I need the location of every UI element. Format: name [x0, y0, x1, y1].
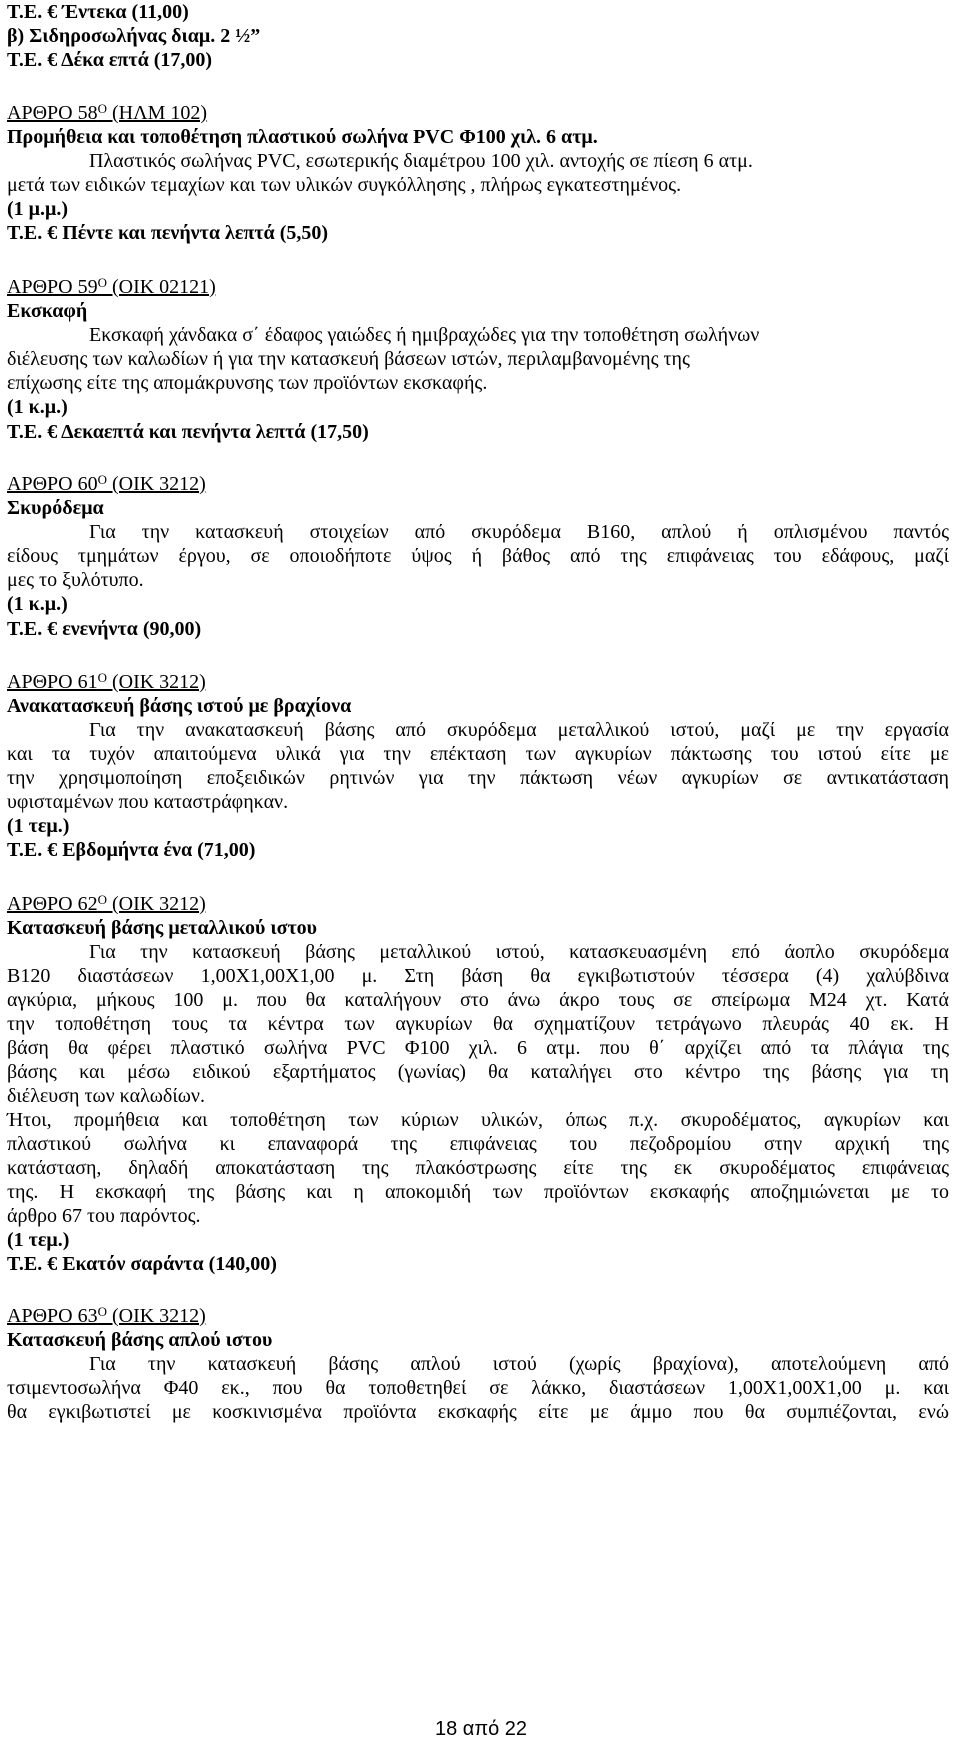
article-63-desc-line: τσιμεντοσωλήνα Φ40 εκ., που θα τοποθετηθεί σε λάκκο, διαστάσεων 1,00Χ1,00Χ1,00 μ. και [7, 1377, 949, 1399]
article-62-desc-line: διέλευση των καλωδίων. [7, 1085, 205, 1107]
article-59-unit: (1 κ.μ.) [7, 396, 68, 418]
article-63-heading: ΑΡΘΡΟ $63^O$ (ΟΙΚ 3212) [7, 1304, 206, 1327]
article-61-price: Τ.Ε. € Εβδομήντα ένα (71,00) [7, 839, 256, 861]
article-61-title: Ανακατασκευή βάσης ιστού με βραχίονα [7, 695, 352, 717]
price-line: Τ.Ε. € Έντεκα (11,00) [7, 1, 189, 23]
article-60-desc-line: Για την κατασκευή στοιχείων από σκυρόδεμα Β160, απλού ή οπλισμένου παντός [89, 521, 949, 543]
article-59-desc-line: διέλευσης των καλωδίων ή για την κατασκευή βάσεων ιστών, περιλαμβανομένης της [7, 348, 690, 370]
article-62-desc-line: Β120 διαστάσεων 1,00Χ1,00Χ1,00 μ. Στη βάση θα εγκιβωτιστούν τέσσερα (4) χαλύβδινα [7, 965, 949, 987]
article-62-desc-line: την τοποθέτηση τους τα κέντρα των αγκυρίων θα σχηματίζουν τετράγωνο πλευράς 40 εκ. Η [7, 1013, 949, 1035]
article-59-desc-line: Εκσκαφή χάνδακα σ΄ έδαφος γαιώδες ή ημιβραχώδες για την τοποθέτηση σωλήνων [89, 324, 760, 346]
article-58-unit: (1 μ.μ.) [7, 198, 68, 220]
article-60-price: Τ.Ε. € ενενήντα (90,00) [7, 618, 202, 640]
item-label: β) Σιδηροσωλήνας διαμ. 2 ½” [7, 25, 261, 47]
document-page [7, 0, 955, 1753]
article-62-desc-line: Για την κατασκευή βάσης μεταλλικού ιστού, κατασκευασμένη επό άοπλο σκυρόδεμα [89, 941, 949, 963]
article-58-title: Προμήθεια και τοποθέτηση πλαστικού σωλήνα PVC Φ100 χιλ. 6 ατμ. [7, 126, 598, 148]
article-60-desc-line: μες το ξυλότυπο. [7, 569, 144, 591]
article-62-desc-line: της. Η εκσκαφή της βάσης και η αποκομιδή των προϊόντων εκσκαφής αποζημιώνεται με το [7, 1181, 949, 1203]
article-58-desc-line: μετά των ειδικών τεμαχίων και των υλικών συγκόλλησης , πλήρως εγκατεστημένος. [7, 174, 682, 196]
article-61-desc-line: υφισταμένων που καταστράφηκαν. [7, 791, 289, 813]
article-63-title: Κατασκευή βάσης απλού ιστου [7, 1329, 273, 1351]
article-63-desc-line: Για την κατασκευή βάσης απλού ιστού (χωρίς βραχίονα), αποτελούμενη από [89, 1353, 949, 1375]
article-59-price: Τ.Ε. € Δεκαεπτά και πενήντα λεπτά (17,50) [7, 421, 369, 443]
article-60-heading: ΑΡΘΡΟ $60^O$ (ΟΙΚ 3212) [7, 472, 206, 495]
article-58-desc-line: Πλαστικός σωλήνας PVC, εσωτερικής διαμέτρου 100 χιλ. αντοχής σε πίεση 6 ατμ. [89, 150, 753, 172]
article-61-desc-line: Για την ανακατασκευή βάσης από σκυρόδεμα μεταλλικού ιστού, μαζί με την εργασία [89, 719, 949, 741]
page-number: 18 από 22 [434, 1718, 528, 1740]
article-62-desc-line: βάση θα φέρει πλαστικό σωλήνα PVC Φ100 χιλ. 6 ατμ. που θ΄ αρχίζει από τα πλάγια της [7, 1037, 949, 1059]
article-62-desc-line: αγκύρια, μήκους 100 μ. που θα καταλήγουν στο άνω άκρο τους σε σπείρωμα Μ24 χτ. Κατά [7, 989, 949, 1011]
article-59-heading: ΑΡΘΡΟ $59^O$ (ΟΙΚ 02121) [7, 275, 216, 298]
article-61-heading: ΑΡΘΡΟ $61^O$ (ΟΙΚ 3212) [7, 670, 206, 693]
article-61-desc-line: και τα τυχόν απαιτούμενα υλικά για την επέκταση των αγκυρίων πάκτωσης του ιστού είτε με [7, 743, 949, 765]
article-58-heading: ΑΡΘΡΟ $58^O$ (ΗΛΜ 102) [7, 101, 208, 124]
price-line: Τ.Ε. € Δέκα επτά (17,00) [7, 49, 213, 71]
article-62-desc-line: βάσης και μέσω ειδικού εξαρτήματος (γωνίας) θα καταλήγει στο κέντρο της βάσης για τη [7, 1061, 949, 1083]
article-62-desc-line: πλαστικού σωλήνα κι επαναφορά της επιφάνειας του πεζοδρομίου στην αρχική της [7, 1133, 949, 1155]
article-62-unit: (1 τεμ.) [7, 1229, 70, 1251]
article-58-price: Τ.Ε. € Πέντε και πενήντα λεπτά (5,50) [7, 222, 329, 244]
article-63-desc-line: θα εγκιβωτιστεί με κοσκινισμένα προϊόντα εκσκαφής είτε με άμμο που θα συμπιέζονται, ενώ [7, 1401, 949, 1423]
article-62-desc-line: Ήτοι, προμήθεια και τοποθέτηση των κύριων υλικών, όπως π.χ. σκυροδέματος, αγκυρίων και [7, 1109, 949, 1131]
article-62-price: Τ.Ε. € Εκατόν σαράντα (140,00) [7, 1253, 277, 1275]
article-62-desc-line: κατάσταση, δηλαδή αποκατάσταση της πλακόστρωσης είτε της εκ σκυροδέματος επιφάνειας [7, 1157, 949, 1179]
article-61-desc-line: την χρησιμοποίηση εποξειδικών ρητινών για την πάκτωση νέων αγκυρίων σε αντικατάσταση [7, 767, 949, 789]
article-59-desc-line: επίχωσης είτε της απομάκρυνσης των προϊόντων εκσκαφής. [7, 372, 488, 394]
article-61-unit: (1 τεμ.) [7, 815, 70, 837]
article-62-heading: ΑΡΘΡΟ $62^O$ (ΟΙΚ 3212) [7, 892, 206, 915]
article-60-desc-line: είδους τμημάτων έργου, σε οποιοδήποτε ύψος ή βάθος από της επιφάνειας του εδάφους, μαζί [7, 545, 949, 567]
article-60-title: Σκυρόδεμα [7, 497, 104, 519]
article-62-desc-line: άρθρο 67 του παρόντος. [7, 1205, 201, 1227]
article-62-title: Κατασκευή βάσης μεταλλικού ιστου [7, 917, 318, 939]
article-60-unit: (1 κ.μ.) [7, 593, 68, 615]
article-59-title: Εκσκαφή [7, 300, 88, 322]
